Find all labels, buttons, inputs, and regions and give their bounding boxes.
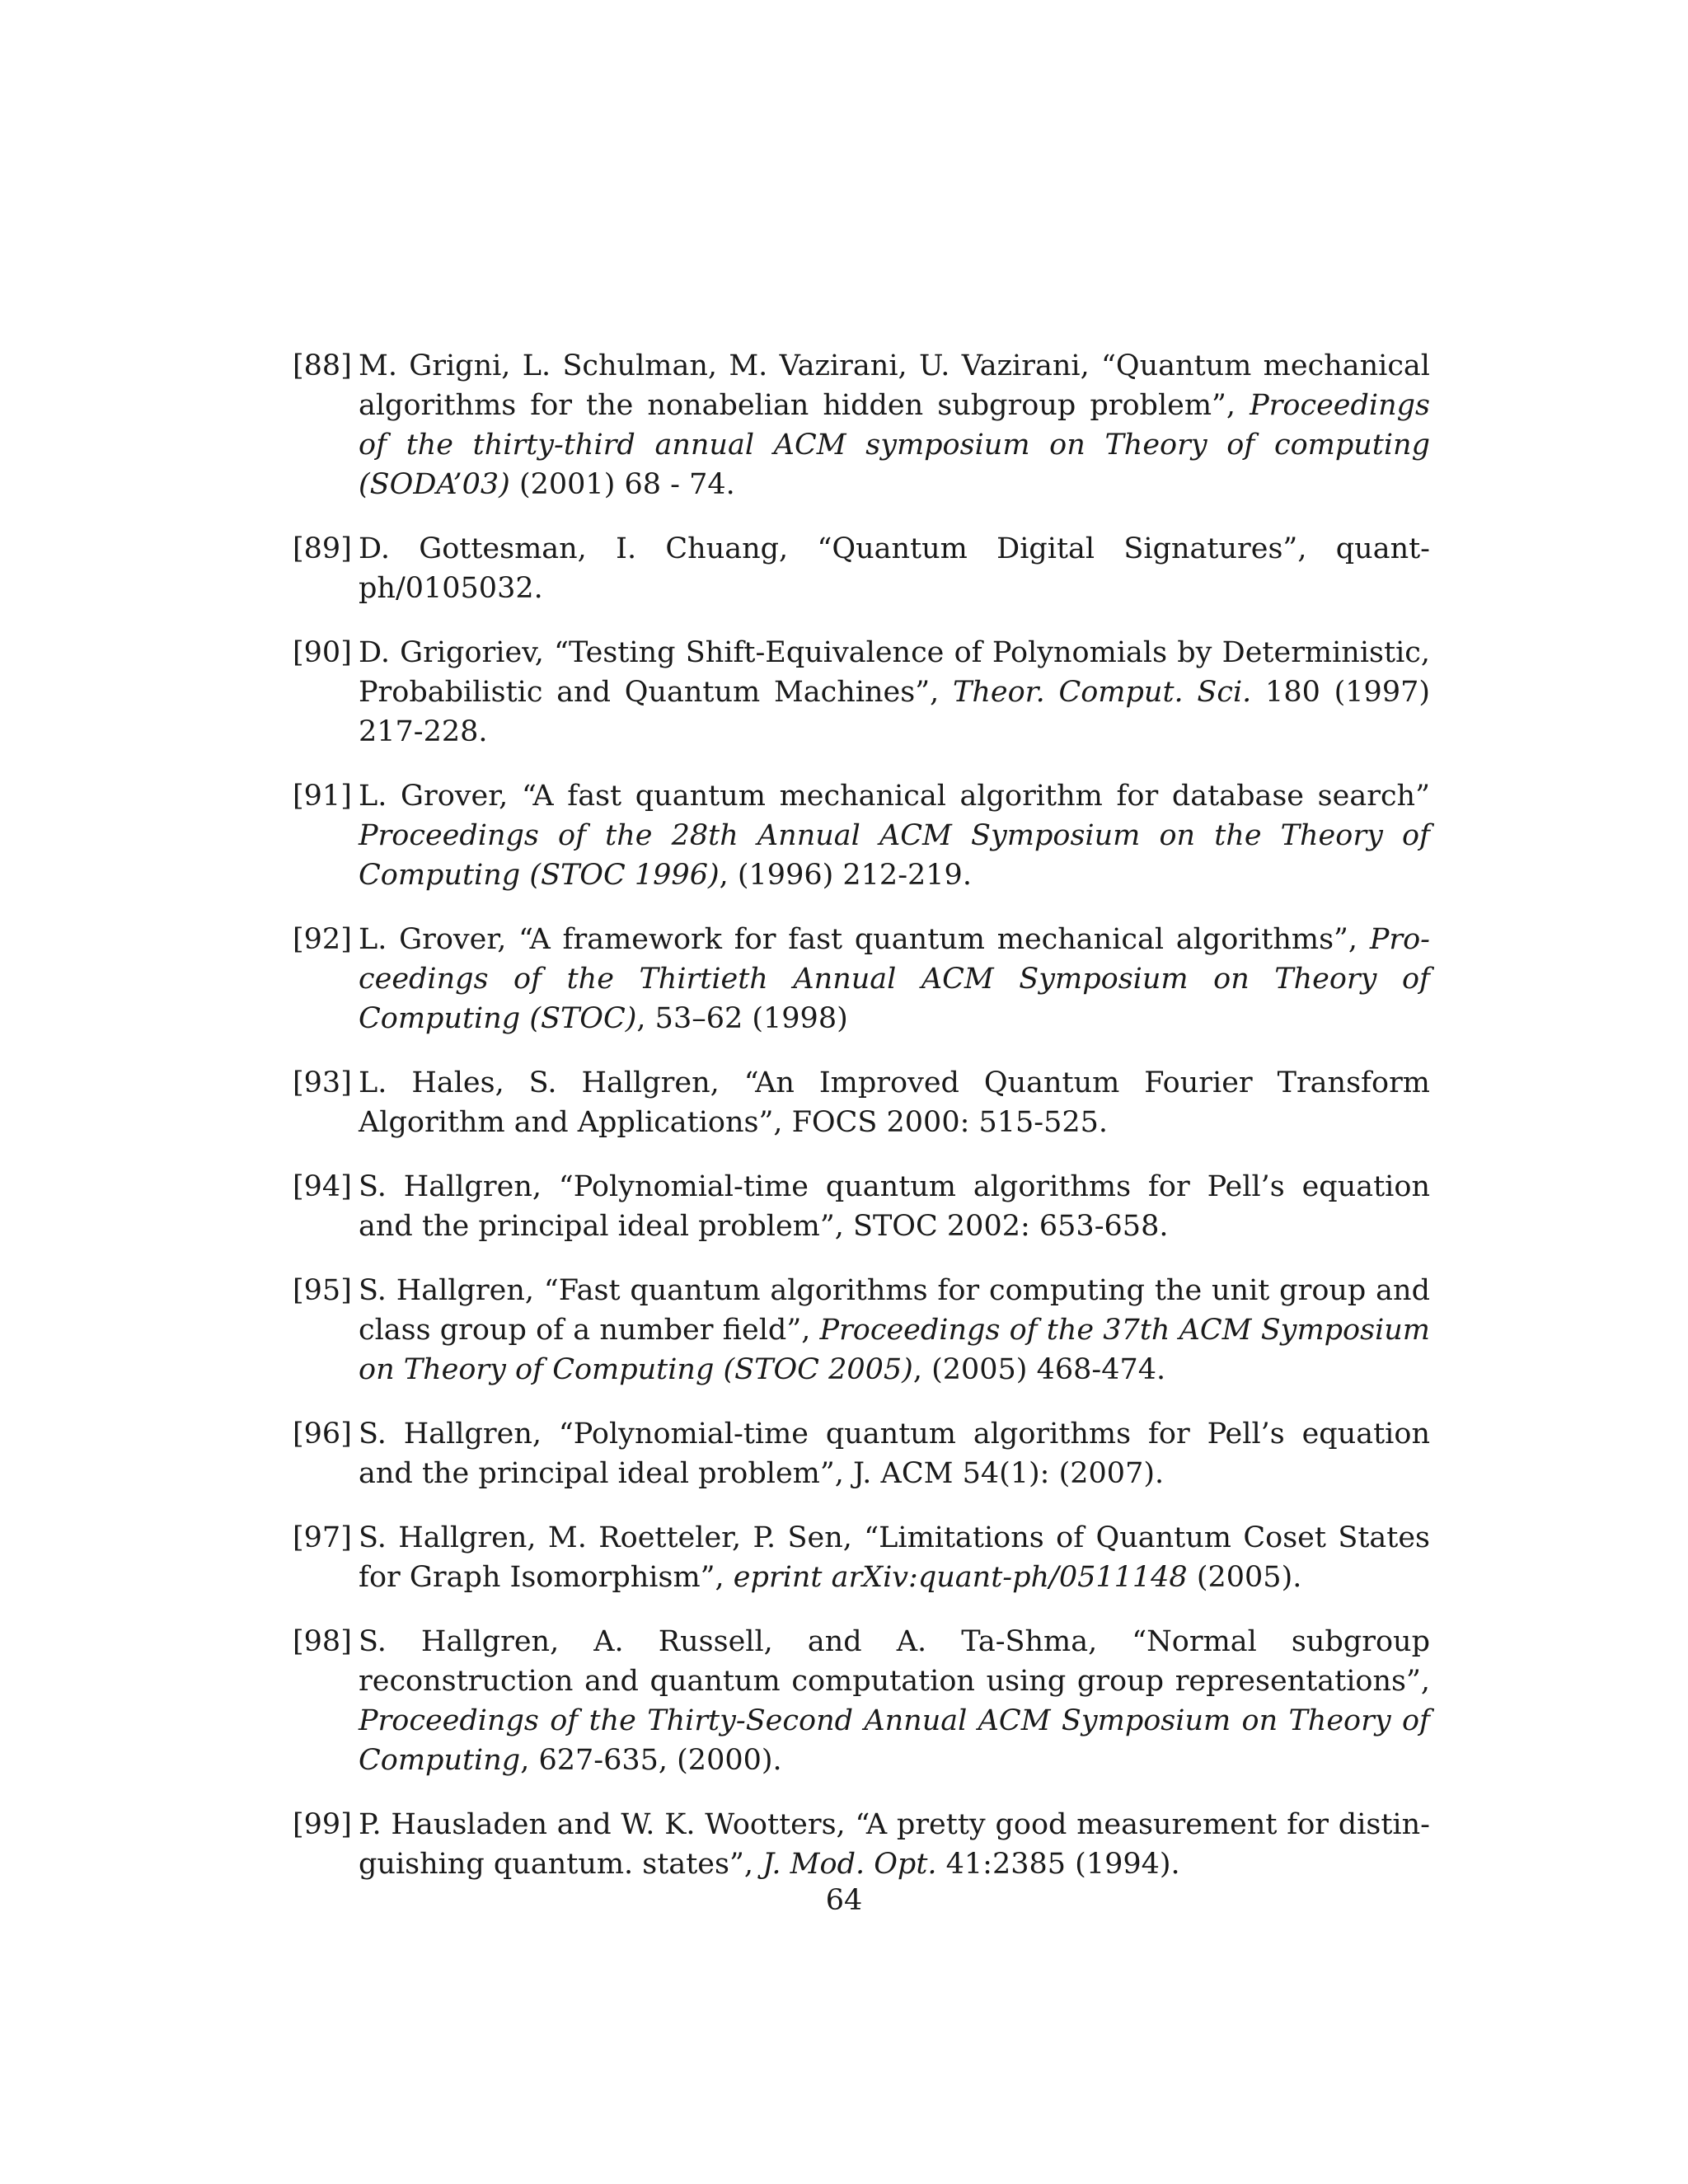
reference-label: [89]	[293, 532, 352, 565]
page-number: 64	[825, 1884, 863, 1917]
reference-segment: 180 (1997) 217-228.	[359, 676, 1431, 748]
reference-segment: S. Hallgren, M. Roetteler, P. Sen, “Limitations of Quantum Coset States for Graph Isomorphism”,	[359, 1521, 1430, 1594]
reference-label: [93]	[293, 1066, 352, 1099]
reference-segment: , (1996) 212-219.	[719, 859, 972, 892]
reference-entry	[293, 1063, 1430, 1142]
reference-text	[359, 1805, 1430, 1884]
reference-venue: Theor. Comput. Sci.	[953, 676, 1252, 709]
reference-segment: D. Gottesman, I. Chuang, “Quantum Digital Signatures”, quant-ph/0105032.	[359, 532, 1430, 605]
reference-venue: Proceedings of the 28th Annual ACM Symposium on the Theory of Computing (STOC 1996)	[359, 819, 1430, 892]
reference-label: [92]	[293, 923, 352, 956]
reference-label: [96]	[293, 1418, 352, 1451]
reference-entry	[293, 529, 1430, 608]
reference-segment: M. Grigni, L. Schulman, M. Vazirani, U. Vazirani, “Quantum mechanical algorithms for the nonabelian hidden subgroup problem”,	[359, 349, 1430, 422]
reference-segment: , (2005) 468-474.	[912, 1353, 1166, 1386]
reference-venue: J. Mod. Opt.	[762, 1848, 937, 1881]
reference-segment: S. Hallgren, A. Russell, and A. Ta-Shma, “Normal subgroup reconstruction and quantum computation using group representations”,	[359, 1625, 1430, 1698]
reference-text	[359, 1518, 1430, 1597]
reference-label: [97]	[293, 1521, 352, 1554]
reference-entry	[293, 1167, 1430, 1246]
reference-segment: , 53–62 (1998)	[636, 1002, 848, 1035]
reference-segment: , 627-635, (2000).	[520, 1744, 782, 1777]
reference-text	[359, 346, 1430, 504]
reference-venue: Proceedings of the Thirtieth Annual ACM Symposium on Theory of Computing (STOC)	[359, 923, 1430, 1035]
reference-segment: L. Hales, S. Hallgren, “An Improved Quantum Fourier Transform Algorithm and Applications”, FOCS 2000: 515-525.	[359, 1066, 1430, 1139]
reference-segment: S. Hallgren, “Polynomial-time quantum algorithms for Pell’s equation and the principal ideal problem”, J. ACM 54(1): (2007).	[359, 1418, 1430, 1490]
reference-segment: S. Hallgren, “Polynomial-time quantum algorithms for Pell’s equation and the principal ideal problem”, STOC 2002: 653-658.	[359, 1170, 1430, 1243]
reference-label: [90]	[293, 636, 352, 669]
reference-entry	[293, 1414, 1430, 1493]
reference-entry	[293, 1622, 1430, 1780]
reference-segment: 41:2385 (1994).	[936, 1848, 1180, 1881]
reference-text	[359, 1271, 1430, 1390]
reference-segment: L. Grover, “A fast quantum mechanical algorithm for database search”	[359, 780, 1430, 813]
reference-text	[359, 1167, 1430, 1246]
reference-entry	[293, 1271, 1430, 1390]
reference-text	[359, 1622, 1430, 1780]
reference-segment: S. Hallgren, “Fast quantum algorithms for computing the unit group and class group of a number field”,	[359, 1274, 1430, 1347]
reference-venue: Proceedings of the Thirty-Second Annual ACM Symposium on Theory of Computing	[359, 1704, 1430, 1777]
reference-entry	[293, 1518, 1430, 1597]
reference-label: [98]	[293, 1625, 352, 1658]
reference-entry	[293, 776, 1430, 895]
reference-text	[359, 1414, 1430, 1493]
reference-segment: D. Grigoriev, “Testing Shift-Equivalence of Polynomials by Deterministic, Probabilistic and Quantum Machines”,	[359, 636, 1430, 709]
reference-entry	[293, 920, 1430, 1038]
reference-venue: eprint arXiv:quant-ph/0511148	[733, 1561, 1188, 1594]
reference-entry	[293, 633, 1430, 752]
reference-entry	[293, 346, 1430, 504]
reference-venue: Proceedings of the thirty-third annual ACM symposium on Theory of computing (SODA’03)	[359, 389, 1430, 501]
reference-text	[359, 1063, 1430, 1142]
reference-list	[293, 346, 1430, 1909]
reference-text	[359, 529, 1430, 608]
reference-text	[359, 633, 1430, 752]
reference-label: [95]	[293, 1274, 352, 1307]
reference-label: [94]	[293, 1170, 352, 1203]
reference-label: [88]	[293, 349, 352, 382]
reference-segment: (2005).	[1187, 1561, 1302, 1594]
reference-segment: P. Hausladen and W. K. Wootters, “A pretty good measurement for distinguishing quantum. states”,	[359, 1808, 1430, 1881]
reference-segment: L. Grover, “A framework for fast quantum mechanical algorithms”,	[359, 923, 1370, 956]
reference-venue: Proceedings of the 37th ACM Symposium on Theory of Computing (STOC 2005)	[359, 1314, 1430, 1386]
reference-text	[359, 776, 1430, 895]
reference-label: [99]	[293, 1808, 352, 1841]
reference-text	[359, 920, 1430, 1038]
reference-label: [91]	[293, 780, 352, 813]
reference-entry	[293, 1805, 1430, 1884]
reference-segment: (2001) 68 - 74.	[509, 468, 735, 501]
